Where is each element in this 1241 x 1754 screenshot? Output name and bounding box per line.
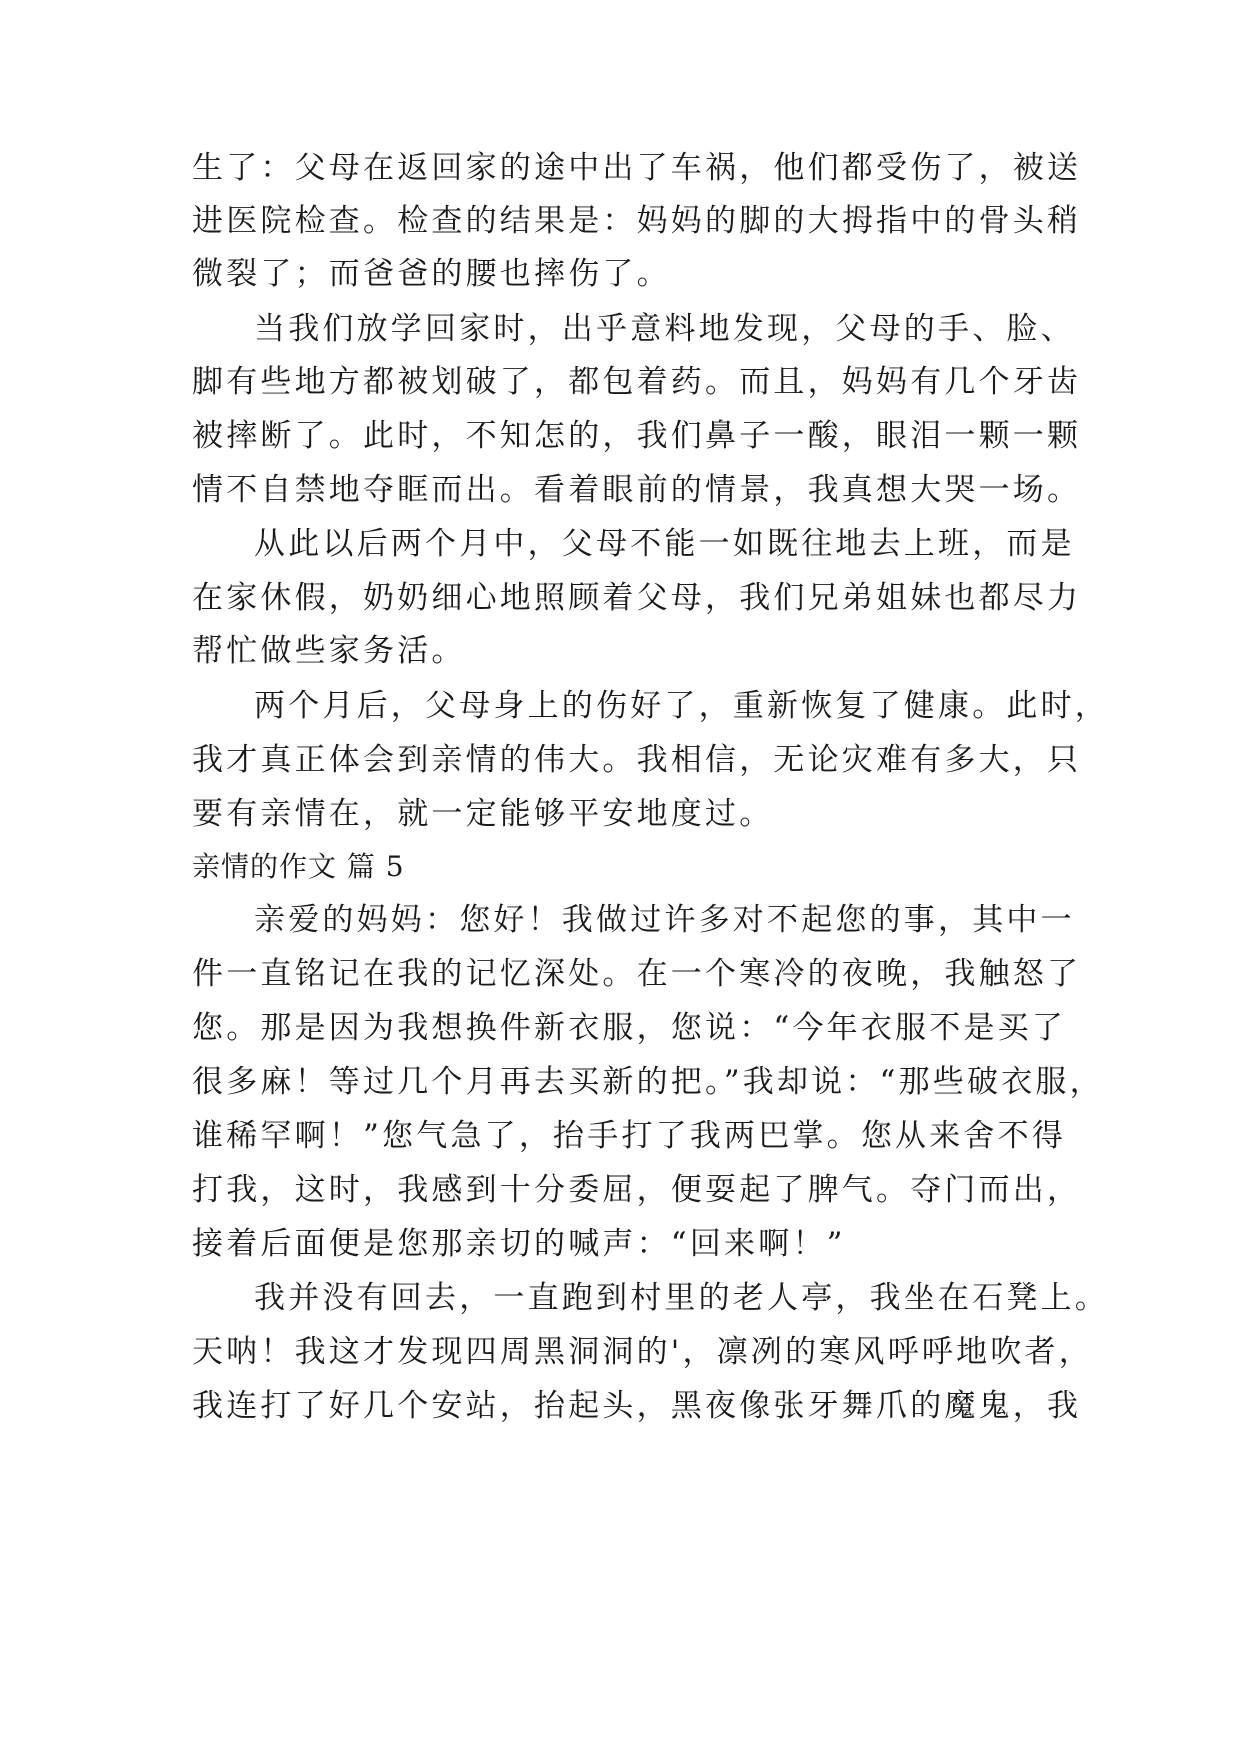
- section-heading: 亲情的作文 篇 5: [192, 850, 405, 883]
- text-line: 天呐！我这才发现四周黑洞洞的'，凛冽的寒风呼呼地吹者，: [192, 1334, 1093, 1370]
- paragraph-start-line: 亲爱的妈妈：您好！我做过许多对不起您的事，其中一: [254, 902, 1075, 938]
- text-line: 脚有些地方都被划破了，都包着药。而且，妈妈有几个牙齿: [192, 364, 1082, 400]
- text-line: 我才真正体会到亲情的伟大。我相信，无论灾难有多大，只: [192, 742, 1082, 778]
- text-line: 您。那是因为我想换件新衣服，您说：“今年衣服不是买了: [192, 1010, 1067, 1046]
- paragraph-start-line: 两个月后，父母身上的伤好了，重新恢复了健康。此时，: [254, 688, 1109, 724]
- text-line: 打我，这时，我感到十分委屈，便耍起了脾气。夺门而出，: [192, 1172, 1082, 1208]
- text-line: 谁稀罕啊！”您气急了，抬手打了我两巴掌。您从来舍不得: [192, 1118, 1067, 1154]
- text-line: 进医院检查。检查的结果是：妈妈的脚的大拇指中的骨头稍: [192, 203, 1082, 239]
- text-line: 生了：父母在返回家的途中出了车祸，他们都受伤了，被送: [192, 150, 1082, 186]
- text-line: 很多麻！等过几个月再去买新的把。”我却说：“那些破衣服，: [192, 1064, 1104, 1100]
- text-line: 件一直铭记在我的记忆深处。在一个寒冷的夜晚，我触怒了: [192, 956, 1082, 992]
- text-line: 情不自禁地夺眶而出。看着眼前的情景，我真想大哭一场。: [192, 472, 1082, 508]
- text-line: 我连打了好几个安站，抬起头，黑夜像张牙舞爪的魔鬼，我: [192, 1388, 1082, 1424]
- text-line: 帮忙做些家务活。: [192, 633, 466, 669]
- text-line: 要有亲情在，就一定能够平安地度过。: [192, 796, 774, 832]
- text-line: 接着后面便是您那亲切的喊声：“回来啊！”: [192, 1226, 846, 1262]
- paragraph-start-line: 从此以后两个月中，父母不能一如既往地去上班，而是: [254, 526, 1075, 562]
- paragraph-start-line: 当我们放学回家时，出乎意料地发现，父母的手、脸、: [254, 311, 1075, 347]
- text-line: 被摔断了。此时，不知怎的，我们鼻子一酸，眼泪一颗一颗: [192, 418, 1082, 454]
- text-line: 在家休假，奶奶细心地照顾着父母，我们兄弟姐妹也都尽力: [192, 580, 1082, 616]
- text-line: 微裂了；而爸爸的腰也摔伤了。: [192, 256, 671, 292]
- paragraph-start-line: 我并没有回去，一直跑到村里的老人亭，我坐在石凳上。: [254, 1280, 1109, 1316]
